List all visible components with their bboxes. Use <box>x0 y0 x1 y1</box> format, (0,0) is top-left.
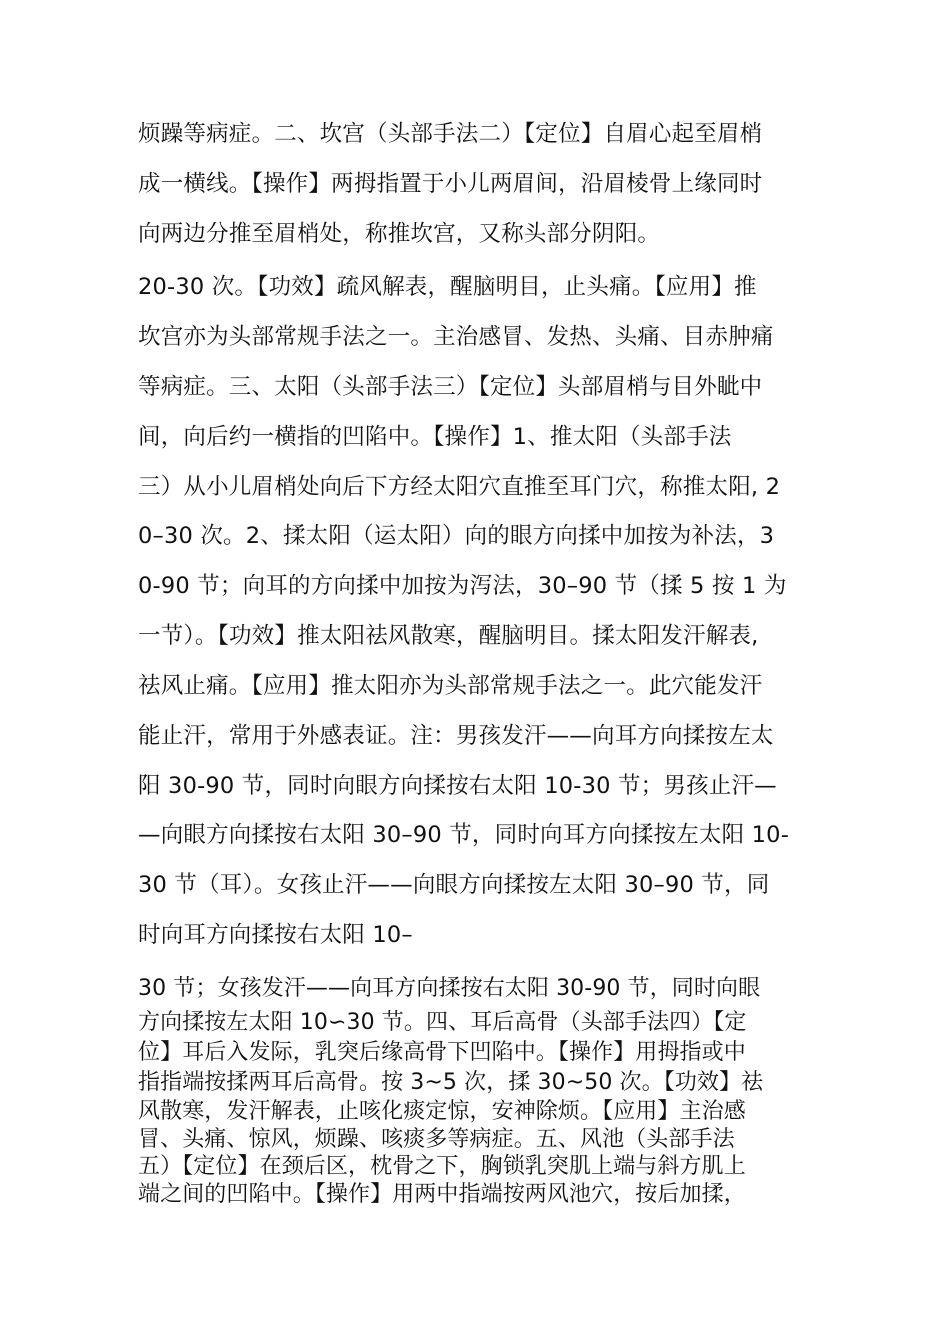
text-line: 三）从小儿眉梢处向后下方经太阳穴直推至耳门穴，称推太阳, 2 <box>138 474 781 500</box>
text-line: 坎宫亦为头部常规手法之一。主治感冒、发热、头痛、目赤肿痛 <box>138 324 774 350</box>
text-line: 向两边分推至眉梢处，称推坎宫，又称头部分阴阳。 <box>138 221 661 247</box>
text-line: 指指端按揉两耳后高骨。按 3~5 次，揉 30~50 次。【功效】祛 <box>138 1070 764 1095</box>
text-line: 0–30 次。2、揉太阳（运太阳）向的眼方向揉中加按为补法，3 <box>138 523 775 549</box>
text-line: 烦躁等病症。二、坎宫（头部手法二）【定位】自眉心起至眉梢 <box>138 121 763 147</box>
text-line: 0-90 节；向耳的方向揉中加按为泻法，30–90 节（揉 5 按 1 为 <box>138 573 787 599</box>
text-line: 一节）。【功效】推太阳祛风散寒，醒脑明目。揉太阳发汗解表, <box>138 623 759 649</box>
text-line: 成一横线。【操作】两拇指置于小儿两眉间，沿眉棱骨上缘同时 <box>138 171 763 197</box>
text-line: 风散寒，发汗解表，止咳化痰定惊，安神除烦。【应用】主治感 <box>138 1099 746 1124</box>
text-line: 端之间的凹陷中。【操作】用两中指端按两风池穴，按后加揉， <box>138 1182 746 1207</box>
text-line: 阳 30-90 节，同时向眼方向揉按右太阳 10-30 节；男孩止汗— <box>138 773 777 799</box>
text-line: 20-30 次。【功效】疏风解表，醒脑明目，止头痛。【应用】推 <box>138 274 757 300</box>
text-line: 时向耳方向揉按右太阳 10– <box>138 922 413 948</box>
text-line: 冒、头痛、惊风，烦躁、咳痰多等病症。五、风池（头部手法 <box>138 1127 735 1152</box>
text-line: 方向揉按左太阳 10∽30 节。四、耳后高骨（头部手法四）【定 <box>138 1010 747 1035</box>
text-line: 五）【定位】在颈后区，枕骨之下，胸锁乳突肌上端与斜方肌上 <box>138 1154 746 1179</box>
text-line: 等病症。三、太阳（头部手法三）【定位】头部眉梢与目外眦中 <box>138 374 763 400</box>
text-line: 30 节（耳）。女孩止汗——向眼方向揉按左太阳 30–90 节，同 <box>138 872 770 898</box>
text-line: —向眼方向揉按右太阳 30–90 节，同时向耳方向揉按左太阳 10- <box>138 822 790 848</box>
text-line: 位】耳后入发际，乳突后缘高骨下凹陷中。【操作】用拇指或中 <box>138 1040 746 1065</box>
text-line: 间，向后约一横指的凹陷中。【操作】1、推太阳（头部手法 <box>138 424 732 450</box>
text-line: 30 节；女孩发汗——向耳方向揉按右太阳 30-90 节，同时向眼 <box>138 976 761 1001</box>
text-line: 能止汗，常用于外感表证。注：男孩发汗——向耳方向揉按左太 <box>138 723 774 749</box>
text-line: 祛风止痛。【应用】推太阳亦为头部常规手法之一。此穴能发汗 <box>138 673 763 699</box>
